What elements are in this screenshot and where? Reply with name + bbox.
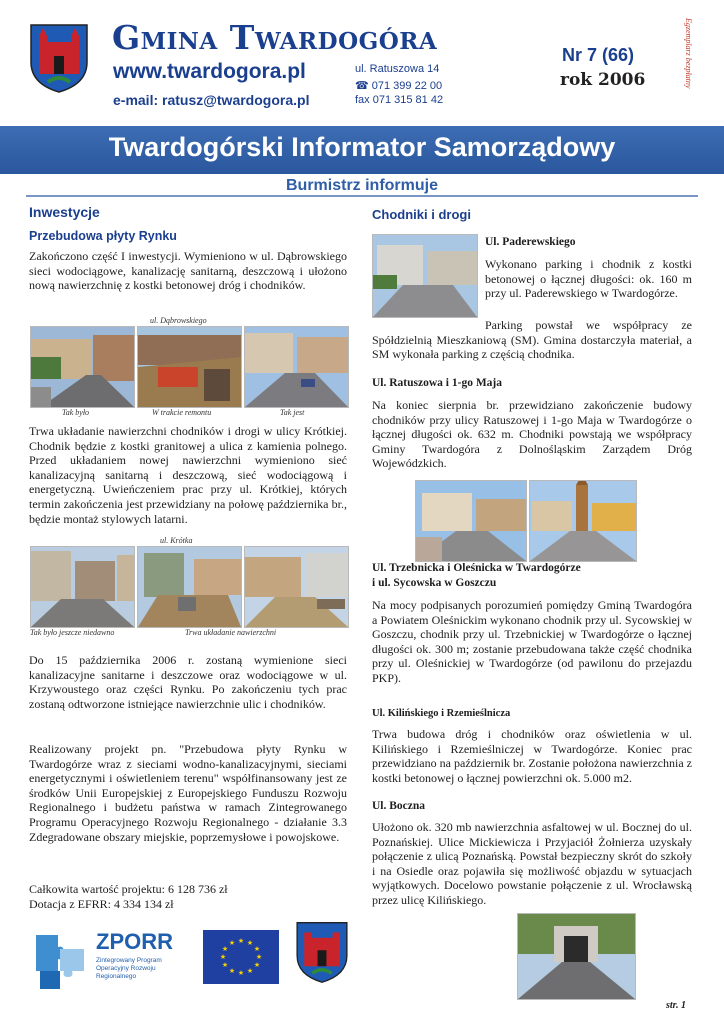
- svg-text:★: ★: [237, 969, 245, 977]
- svg-text:★: ★: [255, 953, 263, 961]
- website-link[interactable]: www.twardogora.pl: [113, 60, 306, 83]
- coat-of-arms-small-logo: [294, 920, 350, 984]
- photo-before-dabrowskiego: [30, 326, 135, 408]
- free-copy-label: Egzemplarz bezpłatny: [684, 18, 693, 89]
- eu-flag-icon: [203, 930, 279, 984]
- phone-icon: ☎: [355, 80, 369, 92]
- market-square-heading: Przebudowa płyty Rynku: [29, 229, 177, 243]
- trzebnicka-heading-line2: i ul. Sycowska w Goszczu: [372, 577, 497, 589]
- municipality-title: Gmina Twardogóra: [112, 18, 438, 57]
- paderewskiego-heading: Ul. Paderewskiego: [485, 236, 576, 248]
- market-square-paragraph: Zakończono część I inwestycji. Wymieniono w ul. Dąbrowskiego sieci wodociągowe, kanalizację sanitarną, deszczową i ułożono nową nawierzchnię z kostki betonowej dróg i chodników.: [29, 249, 347, 293]
- title-banner: [0, 126, 724, 174]
- svg-text:★: ★: [221, 945, 229, 953]
- svg-text:★: ★: [253, 961, 261, 969]
- boczna-heading: Ul. Boczna: [372, 800, 426, 812]
- ratuszowa-text: Na koniec sierpnia br. przewidziano zakończenie budowy chodników przy ulicy Ratuszowej i 1-go Maja w Twardogórze o łącznej długości ok. 632 m. Chodniki powstają we współpracy Gminy Twardogóra z Dolnośląskim Zarządem Dróg Wojewódzkich.: [372, 398, 692, 471]
- zporr-logo: [30, 925, 195, 993]
- caption-during: W trakcie remontu: [152, 408, 212, 417]
- svg-text:★: ★: [253, 945, 261, 953]
- phone-text: 071 399 22 00: [371, 80, 443, 92]
- photo-boczna: [517, 913, 636, 1000]
- photo-krotka-paving: [137, 546, 242, 628]
- parking-text: Parking powstał we współpracy ze Spółdzielnią Mieszkaniową (SM). Gmina dostarczyła materiał, a SM wykonała parking z częścią chodnika.: [372, 318, 692, 362]
- photo-during-dabrowskiego: [137, 326, 242, 408]
- banner-divider: [26, 195, 698, 197]
- caption-after: Tak jest: [280, 408, 305, 417]
- photo-krotka-progress: [244, 546, 349, 628]
- project-funding-paragraph: Realizowany projekt pn. "Przebudowa płyty Rynku w Twardogórze wraz z sieciami wodno-kanalizacyjnymi, sieciami energetycznymi i oświetleniem terenu" współfinansowany jest ze środków Unii Europejskiej z Europejskiego Funduszu Rozwoju Regionalnego i budżetu państwa w ramach Zintegrowanego Programu Operacyjnego Rozwoju Regionalnego - działanie 3.3 Zdegradowane obszary miejskie, poprzemysłowe i powojskowe.: [29, 742, 347, 844]
- project-cost: Całkowita wartość projektu: 6 128 736 zł: [29, 882, 228, 896]
- trzebnicka-heading-line1: Ul. Trzebnicka i Oleśnicka w Twardogórze: [372, 562, 581, 574]
- svg-text:★: ★: [228, 967, 236, 975]
- mayor-informs-heading: Burmistrz informuje: [285, 177, 438, 194]
- caption-krotka-before: Tak było jeszcze niedawno: [30, 628, 115, 637]
- coat-of-arms-logo: [28, 22, 90, 94]
- efrr-grant: Dotacja z EFRR: 4 334 134 zł: [29, 897, 174, 911]
- zporr-subtitle: Zintegrowany Program Operacyjny Rozwoju Regionalnego: [96, 957, 162, 980]
- krzywoustego-paragraph: Do 15 października 2006 r. zostaną wymienione sieci kanalizacyjne sanitarne i deszczowe oraz wodociągowe w ul. Krzywoustego oraz części Rynku. Po zakończeniu tych prac zostaną odtworzone istniejące nawierzchnie ulic i chodników.: [29, 653, 347, 711]
- krotka-paragraph: Trwa układanie nawierzchni chodników i drogi w ulicy Krótkiej. Chodnik będzie z kostki granitowej a ulica z kamienia polnego. Przed układaniem nowej nawierzchni wymieniono sieć kanalizacyjną sanitarną i deszczową, sieć wodociągową i energetyczną. Uwieńczeniem prac przy ul. Krótkiej, których termin zakończenia jest przewidziany na połowę października br., będzie montaż stylowych latarni.: [29, 424, 347, 526]
- kilinskiego-text: Trwa budowa dróg i chodników oraz oświetlenia w ul. Kilińskiego i Rzemieślniczej w Twardogórze. Koniec prac przewidziano na październik br. Zostanie położona nawierzchnia z kostki betonowej o łącznej powierzchni ok. 5.000 m2.: [372, 727, 692, 785]
- photo-ratuszowa-2: [529, 480, 637, 562]
- issue-year: rok 2006: [560, 70, 646, 90]
- photo-paderewskiego: [372, 234, 478, 318]
- sidewalks-roads-heading: Chodniki i drogi: [372, 207, 471, 222]
- photo-krotka-before: [30, 546, 135, 628]
- svg-text:★: ★: [219, 953, 227, 961]
- investments-heading: Inwestycje: [29, 204, 100, 220]
- ratuszowa-heading: Ul. Ratuszowa i 1-go Maja: [372, 377, 502, 389]
- photo-label-krotka: ul. Krótka: [160, 536, 193, 545]
- zporr-title: ZPORR: [96, 929, 173, 954]
- caption-krotka-paving: Trwa układanie nawierzchni: [185, 628, 277, 637]
- photo-ratuszowa-1: [415, 480, 527, 562]
- email-link[interactable]: e-mail: ratusz@twardogora.pl: [113, 92, 310, 108]
- kilinskiego-heading: Ul. Kilińskiego i Rzemieślnicza: [372, 708, 511, 719]
- phone-row: [355, 79, 442, 92]
- boczna-text: Ułożono ok. 320 mb nawierzchnia asfaltowej w ul. Bocznej do ul. Poznańskiej. Ulice Mickiewicza i Przyjaciół Żołnierza uzyskały połączenie z ulicą Poznańską. Powstał bezpieczny skrót do szkoły i na Osiedle oraz pojawiła się możliwość objazdu w sytuacjach wyjątkowych. Docelowo powstanie połączenie z ul. Wrocławską przez ulicę Kilińskiego.: [372, 820, 692, 907]
- address-text: ul. Ratuszowa 14: [355, 63, 440, 75]
- svg-text:★: ★: [246, 967, 254, 975]
- svg-text:★: ★: [237, 937, 245, 945]
- paderewskiego-text: Wykonano parking i chodnik z kostki betonowej o łącznej długości: ok. 160 m przy ul. Paderewskiego w Twardogórze.: [485, 257, 692, 301]
- caption-before: Tak było: [62, 408, 90, 417]
- svg-text:★: ★: [221, 961, 229, 969]
- svg-text:★: ★: [228, 939, 236, 947]
- svg-text:★: ★: [246, 939, 254, 947]
- photo-after-dabrowskiego: [244, 326, 349, 408]
- trzebnicka-text: Na mocy podpisanych porozumień pomiędzy Gminą Twardogóra a Powiatem Oleśnickim wykonano chodnik przy ul. Sycowskiej w Goszczu, chodnik przy ul. Trzebnickiej w Twardogórze o łącznej długości ok. 300 m; zostanie przebudowana także część chodnika przy ul. Oleśnickiej w Twardogórze (od pawilonu do przejazdu PKP).: [372, 598, 692, 685]
- page-number: str. 1: [666, 1000, 687, 1011]
- fax-text: fax 071 315 81 42: [355, 94, 444, 106]
- photo-label-dabrowskiego: ul. Dąbrowskiego: [150, 316, 207, 325]
- bulletin-title: Twardogórski Informator Samorządowy: [108, 132, 616, 162]
- issue-number: Nr 7 (66): [562, 45, 635, 65]
